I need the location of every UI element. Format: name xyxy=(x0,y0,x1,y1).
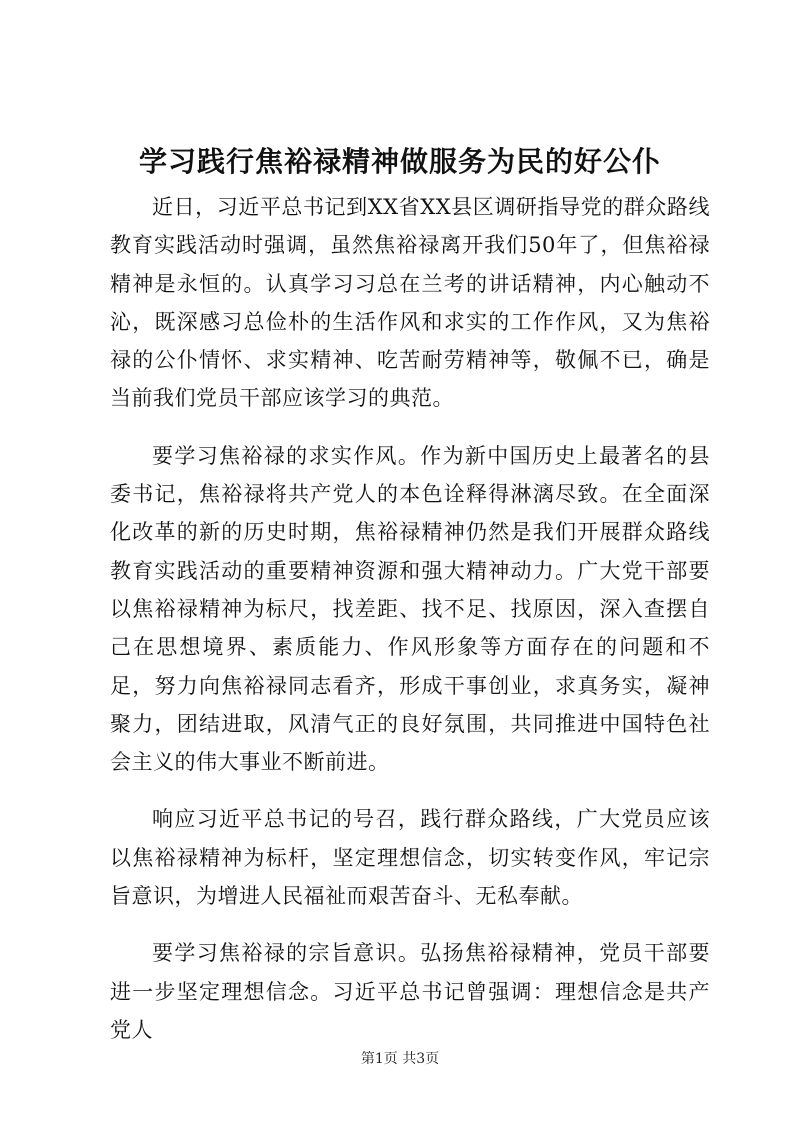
paragraph-3: 响应习近平总书记的号召，践行群众路线，广大党员应该以焦裕禄精神为标杆，坚定理想信念，切实转变作风，牢记宗旨意识，为增进人民福祉而艰苦奋斗、无私奉献。 xyxy=(110,807,710,909)
paragraph-1: 近日，习近平总书记到XX省XX县区调研指导党的群众路线教育实践活动时强调，虽然焦裕禄离开我们50年了，但焦裕禄精神是永恒的。认真学习习总在兰考的讲话精神，内心触动不沁，既深感习总俭朴的生活作风和求实的工作作风，又为焦裕禄的公仆情怀、求实精神、吃苦耐劳精神等，敬佩不已，确是当前我们党员干部应该学习的典范。 xyxy=(110,195,710,411)
document-body xyxy=(110,188,710,1068)
paragraph-2: 要学习焦裕禄的求实作风。作为新中国历史上最著名的县委书记，焦裕禄将共产党人的本色诠释得淋漓尽致。在全面深化改革的新的历史时期，焦裕禄精神仍然是我们开展群众路线教育实践活动的重要精神资源和强大精神动力。广大党干部要以焦裕禄精神为标尺，找差距、找不足、找原因，深入查摆自己在思想境界、素质能力、作风形象等方面存在的问题和不足，努力向焦裕禄同志看齐，形成干事创业，求真务实，凝神聚力，团结进取，风清气正的良好氛围，共同推进中国特色社会主义的伟大事业不断前进。 xyxy=(110,443,710,775)
paragraph-4: 要学习焦裕禄的宗旨意识。弘扬焦裕禄精神，党员干部要进一步坚定理想信念。习近平总书记曾强调：理想信念是共产党人 xyxy=(110,941,710,1042)
page-number-footer: 第1页 共3页 xyxy=(360,1051,440,1067)
document-title: 学习践行焦裕禄精神做服务为民的好公仆 xyxy=(138,145,661,178)
